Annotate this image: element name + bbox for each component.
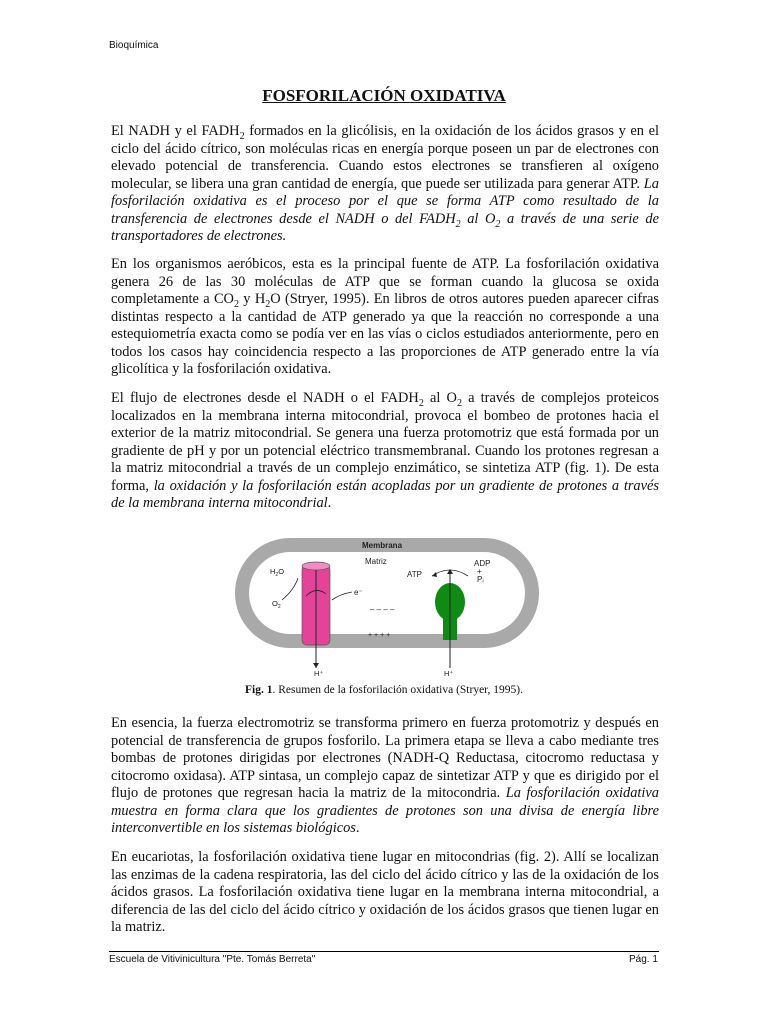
paragraph-4: En esencia, la fuerza electromotriz se transforma primero en fuerza protomotriz y después en potencial de transferencia de grupos fosforilo. La primera etapa se lleva a cabo mediante tres bombas de protones dirigidas por electrones (NADH-Q Reductasa, citocromo reductasa y citocromo oxidasa). ATP sintasa, un complejo capaz de sintetizar ATP y que es dirigido por el flujo de protones que regresan hacia la matriz de la mitocondria. La fosforilación oxidativa muestra en forma clara que los gradientes de protones son una divisa de energía libre interconvertible en los sistemas biológicos. [111,715,660,836]
page-number: Pág. 1 [629,954,658,965]
paragraph-2: En los organismos aeróbicos, esta es la principal fuente de ATP. La fosforilación oxidativa genera 26 de las 30 moléculas de ATP que se forman cuando la glucosa se oxida completamente a $CO_2$ y $H_2O$ (Stryer, 1995). En libros de otros autores pueden aparecer cifras distintas respecto a la cantidad de ATP generado ya que la reacción no corresponde a una estequiometría exacta como se podía ver en las vías o ciclos estudiados anteriormente, pero en todos los casos hay coincidencia respecto a las proporciones de ATP generado entre la vía glicolítica y la fosforilación oxidativa. [111,256,659,377]
negative-charges: – – – – [370,605,395,614]
atp-label: ATP [407,570,422,579]
footer-school: Escuela de Vitivinicultura "Pte. Tomás Berreta" [109,954,316,965]
water-label: $H_2O$ [270,567,285,578]
positive-charges: + + + + [368,632,391,639]
adp-label: ADP [474,559,491,568]
proton-label-left: H⁺ [314,669,324,678]
paragraph-5: En eucariotas, la fosforilación oxidativa tiene lugar en mitocondrias (fig. 2). Allí se localizan las enzimas de la cadena respiratoria, las del ciclo del ácido cítrico y las de la oxidación de los ácidos grasos. La fosforilación oxidativa tiene lugar en la membrana interna mitocondrial, a diferencia de las del ciclo del ácido cítrico y oxidación de los ácidos grasos que tienen lugar en la matriz. [111,849,659,935]
proton-label-right: H⁺ [444,669,454,678]
paragraph-3: El flujo de electrones desde el NADH o el $FADH_2$ al $O_2$ a través de complejos proteicos localizados en la membrana interna mitocondrial, provoca el bombeo de protones hacia el exterior de la matriz mitocondrial. Se genera una fuerza protomotriz que está formada por un gradiente de pH y por un potencial eléctrico transmembranal. Cuando los protones regresan a la matriz mitocondrial a través de un complejo enzimático, se sintetiza ATP (fig. 1). De esta forma, la oxidación y la fosforilación están acopladas por un gradiente de protones a través de la membrana interna mitocondrial. [111,390,660,511]
footer-divider [109,951,659,952]
paragraph-1: El NADH y el $FADH_2$ formados en la glicólisis, en la oxidación de los ácidos grasos y en el ciclo del ácido cítrico, son moléculas ricas en energía porque poseen un par de electrones con elevado potencial de transferencia. Cuando estos electrones se transfieren al oxígeno molecular, se libera una gran cantidad de energía, que puede ser utilizada para generar ATP. La fosforilación oxidativa es el proceso por el que se forma ATP como resultado de la transferencia de electrones desde el NADH o del $FADH_2$ al $O_2$ a través de una serie de transportadores de electrones. [111,123,659,244]
membrane-label: Membrana [362,541,403,550]
matrix-label: Matriz [365,557,387,566]
page-header: Bioquímica [109,40,159,51]
phosphate-label: Pᵢ [477,575,484,584]
electron-label: e⁻ [354,588,363,597]
oxidative-phosphorylation-figure [232,530,542,680]
plus-label: + [477,567,482,576]
figure-caption: Fig. 1. Resumen de la fosforilación oxidativa (Stryer, 1995). [244,684,524,696]
oxygen-label: $O_2$ [272,599,281,610]
page-title: FOSFORILACIÓN OXIDATIVA [262,86,506,105]
